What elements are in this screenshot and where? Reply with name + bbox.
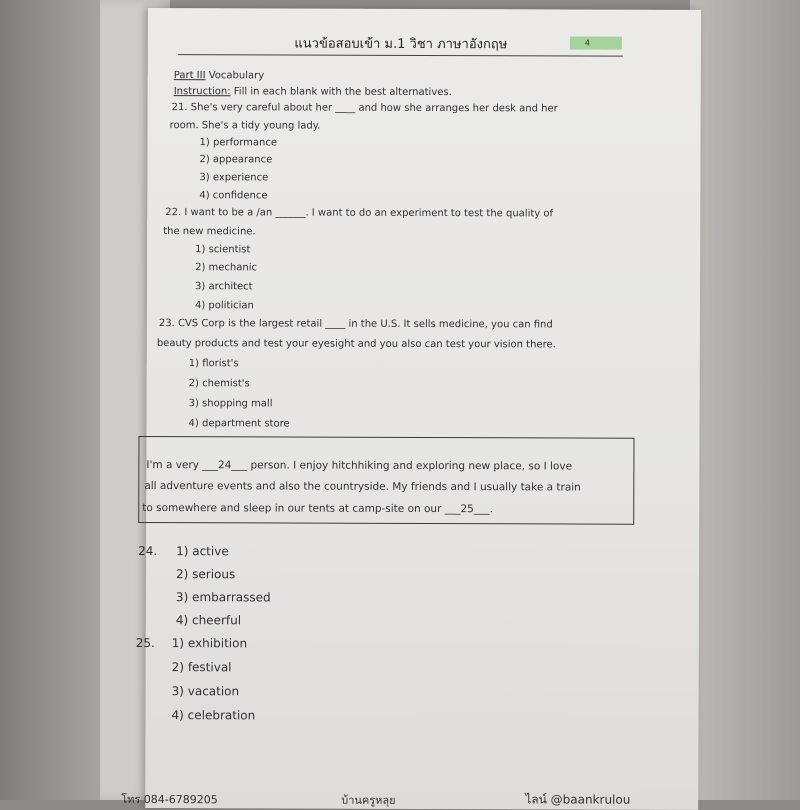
- question-23-line1: 23. CVS Corp is the largest retail ____ in the U.S. It sells medicine, you can find: [158, 318, 553, 331]
- question-24-option-3: 3) embarrassed: [175, 590, 271, 605]
- question-24-option-4: 4) cheerful: [175, 613, 242, 628]
- question-25-option-2: 2) festival: [171, 660, 232, 675]
- question-22-option-2: 2) mechanic: [195, 262, 258, 274]
- question-23-option-2: 2) chemist's: [188, 378, 250, 390]
- question-21-option-3: 3) experience: [199, 172, 269, 184]
- question-24-number: 24.: [138, 543, 158, 559]
- header-rule: [178, 54, 623, 57]
- passage-line-3: to somewhere and sleep in our tents at camp-site on our ___25___.: [142, 501, 493, 516]
- question-22-line1: 22. I want to be a /an ______. I want to do an experiment to test the quality of: [165, 207, 554, 220]
- question-23-option-1: 1) florist's: [188, 358, 239, 370]
- question-22-option-1: 1) scientist: [195, 244, 251, 256]
- question-23-option-4: 4) department store: [188, 418, 290, 430]
- question-25-number: 25.: [135, 635, 155, 651]
- question-25-option-3: 3) vacation: [171, 684, 240, 699]
- instruction-text: Fill in each blank with the best alternatives.: [233, 86, 452, 99]
- footer-center: บ้านครูหลุย: [341, 793, 396, 807]
- question-24-option-1: 1) active: [176, 544, 229, 559]
- question-21-line2: room. She's a tidy young lady.: [169, 120, 321, 132]
- instruction: [174, 86, 452, 98]
- question-23-option-3: 3) shopping mall: [188, 398, 273, 410]
- instruction-label: Instruction:: [173, 86, 231, 98]
- question-23-line2: beauty products and test your eyesight and you also can test your vision there.: [156, 338, 556, 351]
- part-name: Vocabulary: [208, 70, 265, 82]
- page-number-badge: 4: [570, 36, 622, 49]
- question-22-option-4: 4) politician: [194, 300, 254, 312]
- question-22-option-3: 3) architect: [195, 281, 253, 293]
- part-label: Part III: [173, 70, 206, 82]
- background-right: [690, 0, 800, 800]
- footer-phone: โทร 084-6789205: [121, 792, 218, 807]
- question-21-option-4: 4) confidence: [199, 190, 268, 202]
- question-25-option-1: 1) exhibition: [171, 636, 248, 651]
- footer-line-id: ไลน์ @baankrulou: [525, 792, 631, 807]
- question-22-line2: the new medicine.: [163, 226, 256, 238]
- part-heading: [174, 70, 264, 81]
- question-21-option-2: 2) appearance: [199, 154, 273, 166]
- passage-line-2: all adventure events and also the countryside. My friends and I usually take a train: [144, 479, 581, 494]
- passage-line-1: I'm a very ___24___ person. I enjoy hitchhiking and exploring new place, so I love: [146, 458, 573, 473]
- background-left: [0, 0, 110, 800]
- exam-page: [121, 8, 701, 810]
- header-title: แนวข้อสอบเข้า ม.1 วิชา ภาษาอังกฤษ: [294, 36, 508, 53]
- question-25-option-4: 4) celebration: [171, 708, 256, 723]
- question-21-line1: 21. She's very careful about her ____ and how she arranges her desk and her: [171, 102, 558, 115]
- question-21-option-1: 1) performance: [199, 137, 278, 149]
- question-24-option-2: 2) serious: [175, 567, 236, 582]
